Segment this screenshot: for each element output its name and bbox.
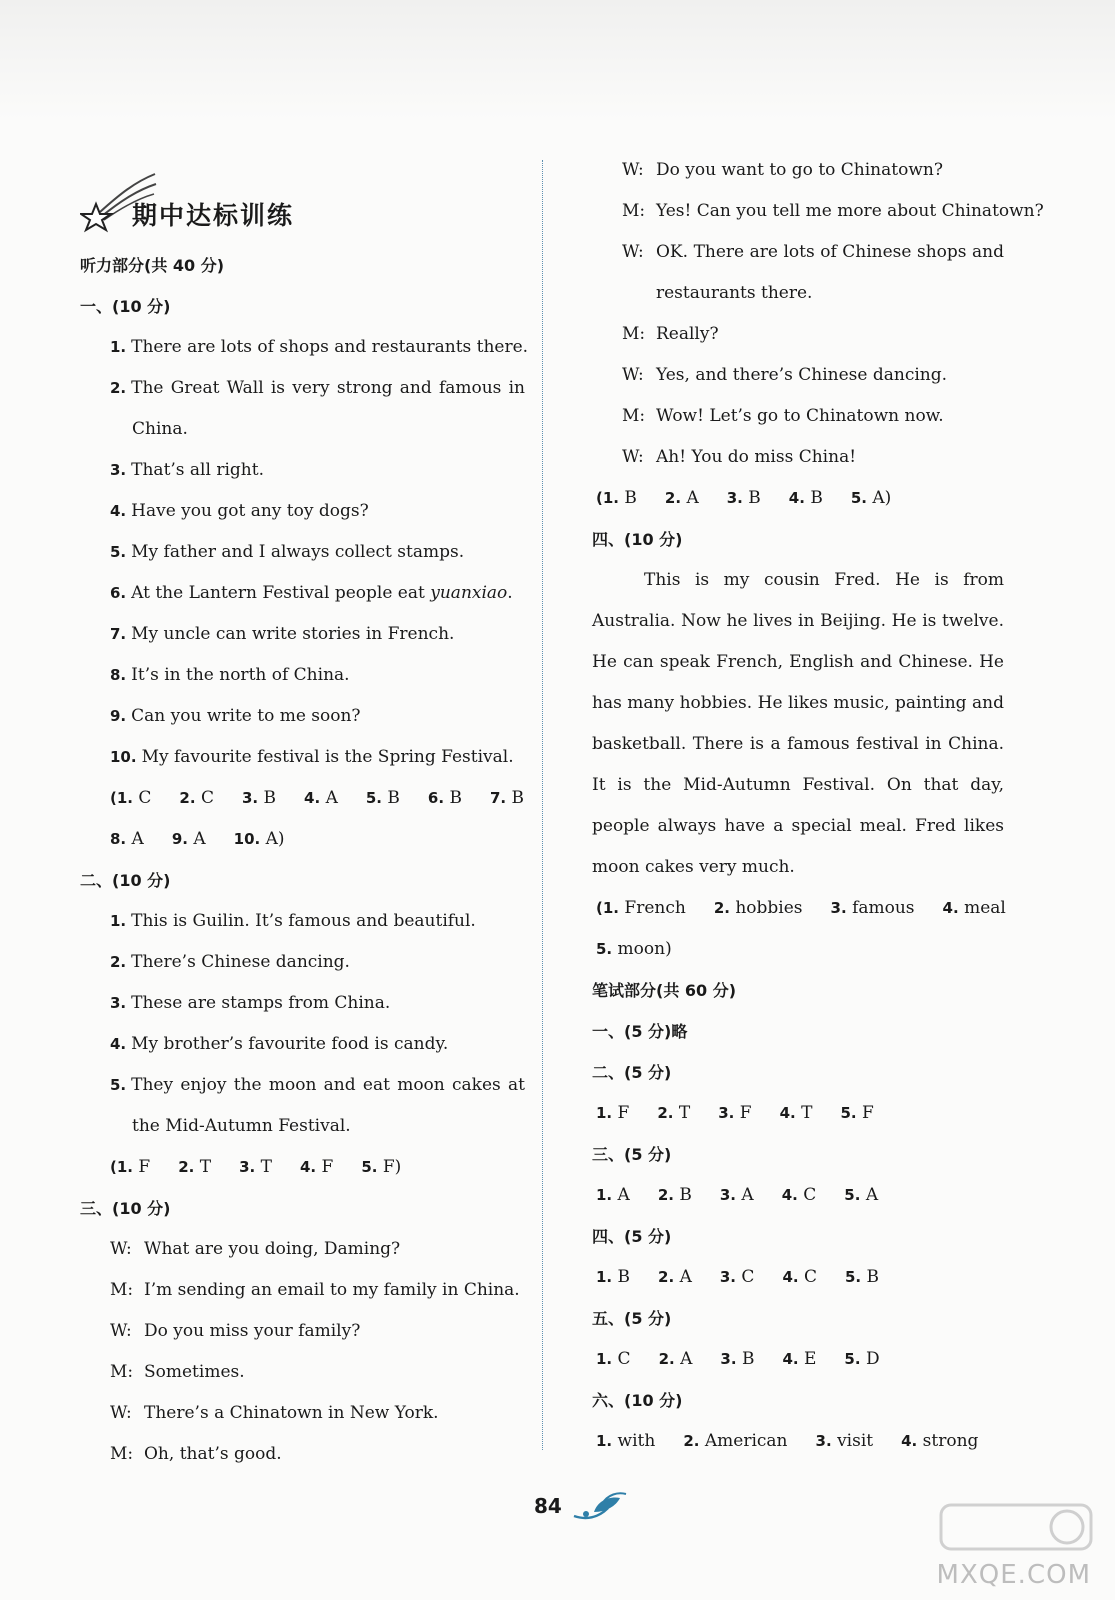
item-tail: . (507, 583, 513, 603)
answer (172, 829, 220, 849)
item-text: My favourite festival is the Spring Festival. (141, 747, 514, 767)
item-number: 9. (110, 707, 127, 725)
item-number: 5. (110, 1076, 127, 1094)
item-text-cont: China. (132, 419, 188, 439)
answer-value: B (511, 788, 524, 808)
answer-number: 6. (427, 789, 445, 807)
item-number: 6. (110, 584, 127, 602)
answer-value: B (810, 488, 823, 508)
answer-number: 3. (719, 1186, 737, 1204)
dialogue-text: Do you miss your family? (144, 1321, 361, 1341)
watermark-text: MXQE.COM (936, 1560, 1091, 1590)
item-number: 2. (110, 953, 127, 971)
part1-item (80, 655, 525, 696)
dialogue-text: Do you want to go to Chinatown? (656, 160, 943, 180)
answer-value: A (680, 1349, 693, 1369)
paragraph-line: This is my cousin Fred. He is from (644, 570, 1004, 590)
written-part2-heading: 二、(5 分) (592, 1063, 672, 1082)
speaker-label: W: (622, 242, 644, 262)
written-part5-heading: 五、(5 分) (592, 1309, 672, 1328)
answer-number: 4. (781, 1186, 798, 1204)
answer (596, 1349, 645, 1369)
item-number: 4. (110, 502, 127, 520)
answer-value: F (138, 1157, 151, 1177)
answer (831, 898, 929, 918)
dialogue-left (80, 1229, 525, 1475)
answer-value: famous (852, 898, 915, 918)
answer-number: 4. (901, 1432, 918, 1450)
answer (845, 1267, 893, 1287)
item-text: There are lots of shops and restaurants there. (131, 337, 529, 357)
item-number: 8. (110, 666, 127, 684)
answer-number: (1. (110, 789, 133, 807)
listening-part4-paragraph (592, 560, 1004, 888)
answer-value: C (138, 788, 152, 808)
watermark-logo-icon (937, 1499, 1097, 1559)
answer-value: T (260, 1157, 272, 1177)
answer (782, 1349, 830, 1369)
written-part5-answers (592, 1339, 1004, 1380)
leaf-ornament-icon (572, 1490, 628, 1524)
answer-value: A (617, 1185, 630, 1205)
answer (596, 898, 700, 918)
answer (658, 1185, 706, 1205)
answer-value: B (263, 788, 277, 808)
answer-number: 5. (845, 1268, 862, 1286)
speaker-label: M: (622, 324, 646, 344)
dialogue-line (80, 1352, 525, 1393)
answer-value: A) (265, 829, 285, 849)
answer-number: 3. (239, 1158, 256, 1176)
part2-item (80, 983, 525, 1024)
dialogue-line (592, 150, 1004, 191)
answer (782, 1185, 831, 1205)
answer (596, 1185, 644, 1205)
page-title: 期中达标训练 (132, 201, 295, 230)
answer (428, 788, 476, 808)
answer (242, 788, 290, 808)
dialogue-text: Oh, that’s good. (144, 1444, 282, 1464)
dialogue-line (80, 1393, 525, 1434)
answer-number: 9. (171, 830, 188, 848)
answer-number: 4. (782, 1350, 799, 1368)
listening-part2-heading: 二、(10 分) (80, 871, 171, 890)
paragraph-line: has many hobbies. He likes music, painting and (592, 693, 1004, 713)
answer (943, 898, 1020, 918)
dialogue-text: What are you doing, Daming? (144, 1239, 401, 1259)
answer-number: 5. (850, 489, 867, 507)
answer-number: 1. (596, 1350, 613, 1368)
speaker-label: M: (110, 1280, 134, 1300)
answer (718, 1103, 765, 1123)
dialogue-text: OK. There are lots of Chinese shops and (656, 242, 1004, 262)
written-part4-answers (592, 1257, 1004, 1298)
item-text: The Great Wall is very strong and famous in (131, 378, 525, 398)
speaker-label: W: (622, 365, 644, 385)
item-text: Can you write to me soon? (131, 706, 361, 726)
dialogue-line (592, 191, 1044, 232)
answer (720, 1349, 768, 1369)
answer-value: A) (872, 488, 892, 508)
answer-number: 1. (596, 1268, 613, 1286)
answer-value: F (862, 1103, 874, 1123)
listening-part4-heading: 四、(10 分) (592, 530, 683, 549)
answer-number: 3. (726, 489, 743, 507)
answer-value: A (865, 1185, 879, 1205)
item-text: This is Guilin. It’s famous and beautiful. (131, 911, 476, 931)
answer-number: 5. (840, 1104, 857, 1122)
answer-number: 3. (815, 1432, 832, 1450)
answer-value: F (321, 1157, 334, 1177)
written-part3-heading: 三、(5 分) (592, 1145, 672, 1164)
answer-value: C (803, 1185, 817, 1205)
answer-number: 3. (719, 1268, 737, 1286)
section-title-block (80, 150, 525, 245)
answer-value: D (865, 1349, 880, 1369)
answer-number: 3. (830, 899, 847, 917)
written-part1-heading: 一、(5 分)略 (592, 1022, 688, 1041)
answer-number: 2. (664, 489, 682, 507)
answer (300, 1157, 347, 1177)
listening-part1-answers-cont (80, 819, 525, 860)
watermark (937, 1499, 1097, 1594)
answer-value: hobbies (735, 898, 803, 918)
answer-value: C (200, 788, 214, 808)
speaker-label: M: (622, 406, 646, 426)
answer (304, 788, 352, 808)
left-column (80, 150, 529, 1475)
written-part6-answers (592, 1421, 1004, 1462)
answer (239, 1157, 286, 1177)
answer-number: (1. (596, 899, 619, 917)
item-number: 3. (110, 461, 127, 479)
item-number: 1. (110, 338, 127, 356)
answer-number: 5. (844, 1186, 861, 1204)
dialogue-line (592, 314, 1004, 355)
dialogue-text: Yes! Can you tell me more about Chinatown? (656, 201, 1044, 221)
part2-item (80, 1065, 525, 1106)
answer (234, 829, 299, 849)
answer (110, 788, 165, 808)
dialogue-line (592, 396, 1004, 437)
answer (658, 1267, 706, 1287)
answer (659, 1349, 707, 1369)
dialogue-right (592, 150, 1044, 478)
listening-part1-answers (80, 778, 525, 819)
item-number: 3. (110, 994, 127, 1012)
listening-part1-items (80, 327, 529, 778)
item-text: These are stamps from China. (131, 993, 391, 1013)
listening-heading: 听力部分(共 40 分) (80, 256, 225, 275)
answer-value: B (449, 788, 462, 808)
speaker-label: W: (622, 160, 644, 180)
answer-value: B (741, 1349, 755, 1369)
column-divider (542, 160, 543, 1450)
paragraph-line: moon cakes very much. (592, 857, 795, 877)
answer-value: visit (837, 1431, 874, 1451)
listening-part4-answers (592, 888, 1004, 929)
answer (366, 788, 414, 808)
answer (178, 1157, 225, 1177)
written-part2-answers (592, 1093, 1004, 1134)
listening-part2-items (80, 901, 525, 1147)
speaker-label: W: (622, 447, 644, 467)
answer-number: 5. (596, 940, 613, 958)
dialogue-text: Sometimes. (144, 1362, 245, 1382)
answer-number: 2. (683, 1432, 700, 1450)
answer-value: C (803, 1267, 817, 1287)
answer-number: 2. (713, 899, 730, 917)
answer-number: (1. (596, 489, 619, 507)
answer-number: 1. (596, 1186, 613, 1204)
item-italic: yuanxiao (430, 583, 508, 603)
answer (720, 1267, 769, 1287)
answer-number: 2. (658, 1350, 675, 1368)
part2-item (80, 942, 525, 983)
part1-item (80, 368, 525, 409)
answer (596, 1431, 669, 1451)
dialogue-text: Wow! Let’s go to Chinatown now. (656, 406, 944, 426)
paragraph-line: Australia. Now he lives in Beijing. He is twelve. (592, 611, 1004, 631)
item-text: Have you got any toy dogs? (131, 501, 369, 521)
answer-number: 5. (361, 1158, 378, 1176)
speaker-label: M: (110, 1444, 134, 1464)
answer-number: 1. (596, 1104, 613, 1122)
speaker-label: W: (110, 1321, 132, 1341)
part1-item (80, 573, 525, 614)
part1-item (80, 491, 525, 532)
part1-item (80, 614, 525, 655)
answer-value: T (801, 1103, 813, 1123)
answer-value: T (199, 1157, 212, 1177)
answer (714, 898, 817, 918)
part2-item (80, 1024, 525, 1065)
part1-item (80, 450, 525, 491)
answer-value: F (739, 1103, 752, 1123)
item-number: 4. (110, 1035, 127, 1053)
answer (361, 1157, 415, 1177)
item-text: There’s Chinese dancing. (131, 952, 350, 972)
written-heading: 笔试部分(共 60 分) (592, 981, 737, 1000)
answer-value: E (803, 1349, 817, 1369)
item-text: My uncle can write stories in French. (131, 624, 455, 644)
answer (683, 1431, 801, 1451)
answer-number: 2. (179, 789, 196, 807)
answer-value: American (704, 1431, 788, 1451)
answer (596, 488, 651, 508)
dialogue-text: I’m sending an email to my family in China. (144, 1280, 520, 1300)
answer (665, 488, 713, 508)
answer-number: 8. (110, 830, 127, 848)
paragraph-line: people always have a special meal. Fred likes (592, 816, 1004, 836)
answer (782, 1267, 831, 1287)
answer (780, 1103, 827, 1123)
dialogue-line (80, 1229, 525, 1270)
part1-item (80, 696, 525, 737)
answer-value: A (686, 488, 699, 508)
answer-number: 7. (489, 789, 507, 807)
answer-value: moon) (617, 939, 672, 959)
answer (844, 1185, 892, 1205)
listening-part3-answers (592, 478, 1004, 519)
dialogue-line (80, 1270, 525, 1311)
item-text: It’s in the north of China. (131, 665, 350, 685)
answer-number: 3. (241, 789, 259, 807)
paragraph-line: He can speak French, English and Chinese. He (592, 652, 1004, 672)
item-number: 10. (110, 748, 137, 766)
part1-item (80, 409, 525, 450)
part1-item (80, 327, 529, 368)
answer-value: A (193, 829, 206, 849)
part2-item (80, 1106, 525, 1147)
answer-number: 3. (720, 1350, 737, 1368)
answer-value: A (679, 1267, 692, 1287)
listening-part4-answers-cont (592, 929, 1004, 970)
part1-item (80, 532, 525, 573)
answer-value: B (748, 488, 761, 508)
answer-number: 5. (844, 1350, 861, 1368)
item-number: 1. (110, 912, 127, 930)
item-text: At the Lantern Festival people eat (131, 583, 425, 603)
answer-number: (1. (110, 1158, 133, 1176)
item-number: 5. (110, 543, 127, 561)
answer-number: 3. (718, 1104, 735, 1122)
answer (596, 939, 686, 959)
answer-value: B (617, 1267, 631, 1287)
answer-number: 2. (657, 1186, 674, 1204)
item-number: 2. (110, 379, 127, 397)
dialogue-line (592, 437, 1004, 478)
answer-number: 4. (782, 1268, 799, 1286)
dialogue-text: Ah! You do miss China! (656, 447, 857, 467)
written-part3-answers (592, 1175, 1004, 1216)
answer (110, 1157, 164, 1177)
answer-number: 4. (788, 489, 805, 507)
dialogue-line-cont: restaurants there. (656, 283, 813, 303)
answer-number: 2. (657, 1104, 674, 1122)
answer-number: 2. (658, 1268, 675, 1286)
answer-value: T (678, 1103, 691, 1123)
answer-number: 4. (942, 899, 959, 917)
speaker-label: W: (110, 1239, 132, 1259)
answer-number: 4. (779, 1104, 796, 1122)
listening-part2-answers (80, 1147, 525, 1188)
item-text: My brother’s favourite food is candy. (131, 1034, 449, 1054)
answer (727, 488, 775, 508)
answer-value: A (741, 1185, 754, 1205)
item-text: That’s all right. (131, 460, 264, 480)
dialogue-text: Yes, and there’s Chinese dancing. (656, 365, 948, 385)
answer-value: A (131, 829, 144, 849)
answer-number: 1. (596, 1432, 613, 1450)
answer (840, 1103, 887, 1123)
answer-number: 10. (233, 830, 261, 848)
answer-value: A (325, 788, 338, 808)
paragraph-line: basketball. There is a famous festival in China. (592, 734, 1004, 754)
answer (901, 1431, 992, 1451)
dialogue-line (80, 1434, 525, 1475)
written-part4-heading: 四、(5 分) (592, 1227, 672, 1246)
answer-value: with (617, 1431, 656, 1451)
answer (844, 1349, 893, 1369)
answer-value: strong (922, 1431, 979, 1451)
answer-value: F) (382, 1157, 402, 1177)
answer-number: 2. (178, 1158, 195, 1176)
item-number: 7. (110, 625, 127, 643)
answer (490, 788, 538, 808)
answer-number: 5. (365, 789, 382, 807)
part1-item (80, 737, 525, 778)
dialogue-line (80, 1311, 525, 1352)
answer-value: B (866, 1267, 880, 1287)
listening-part3-heading: 三、(10 分) (80, 1199, 171, 1218)
listening-part1-heading: 一、(10 分) (80, 297, 171, 316)
answer (179, 788, 228, 808)
answer (596, 1103, 643, 1123)
right-column (592, 150, 1044, 1462)
dialogue-text: Really? (656, 324, 719, 344)
speaker-label: W: (110, 1403, 132, 1423)
written-part6-heading: 六、(10 分) (592, 1391, 683, 1410)
item-text: They enjoy the moon and eat moon cakes at (131, 1075, 525, 1095)
answer (110, 829, 158, 849)
answer-value: B (624, 488, 637, 508)
dialogue-text: There’s a Chinatown in New York. (144, 1403, 439, 1423)
answer (720, 1185, 768, 1205)
answer-number: 4. (304, 789, 321, 807)
answer (816, 1431, 888, 1451)
speaker-label: M: (622, 201, 646, 221)
answer-value: meal (964, 898, 1006, 918)
answer-value: French (624, 898, 686, 918)
answer-value: B (387, 788, 400, 808)
answer (657, 1103, 704, 1123)
answer-value: F (617, 1103, 630, 1123)
dialogue-line (592, 232, 1004, 273)
answer-value: B (679, 1185, 692, 1205)
paragraph-line: It is the Mid-Autumn Festival. On that day, (592, 775, 1004, 795)
part2-item (80, 901, 525, 942)
answer (596, 1267, 644, 1287)
item-text: My father and I always collect stamps. (131, 542, 465, 562)
page-number: 84 (534, 1494, 562, 1518)
dialogue-line (592, 355, 1004, 396)
answer-value: C (617, 1349, 631, 1369)
answer-number: 4. (299, 1158, 317, 1176)
answer-value: C (741, 1267, 755, 1287)
item-text-cont: the Mid-Autumn Festival. (132, 1116, 351, 1136)
speaker-label: M: (110, 1362, 134, 1382)
page-background (0, 0, 1115, 120)
answer (789, 488, 837, 508)
answer (851, 488, 905, 508)
